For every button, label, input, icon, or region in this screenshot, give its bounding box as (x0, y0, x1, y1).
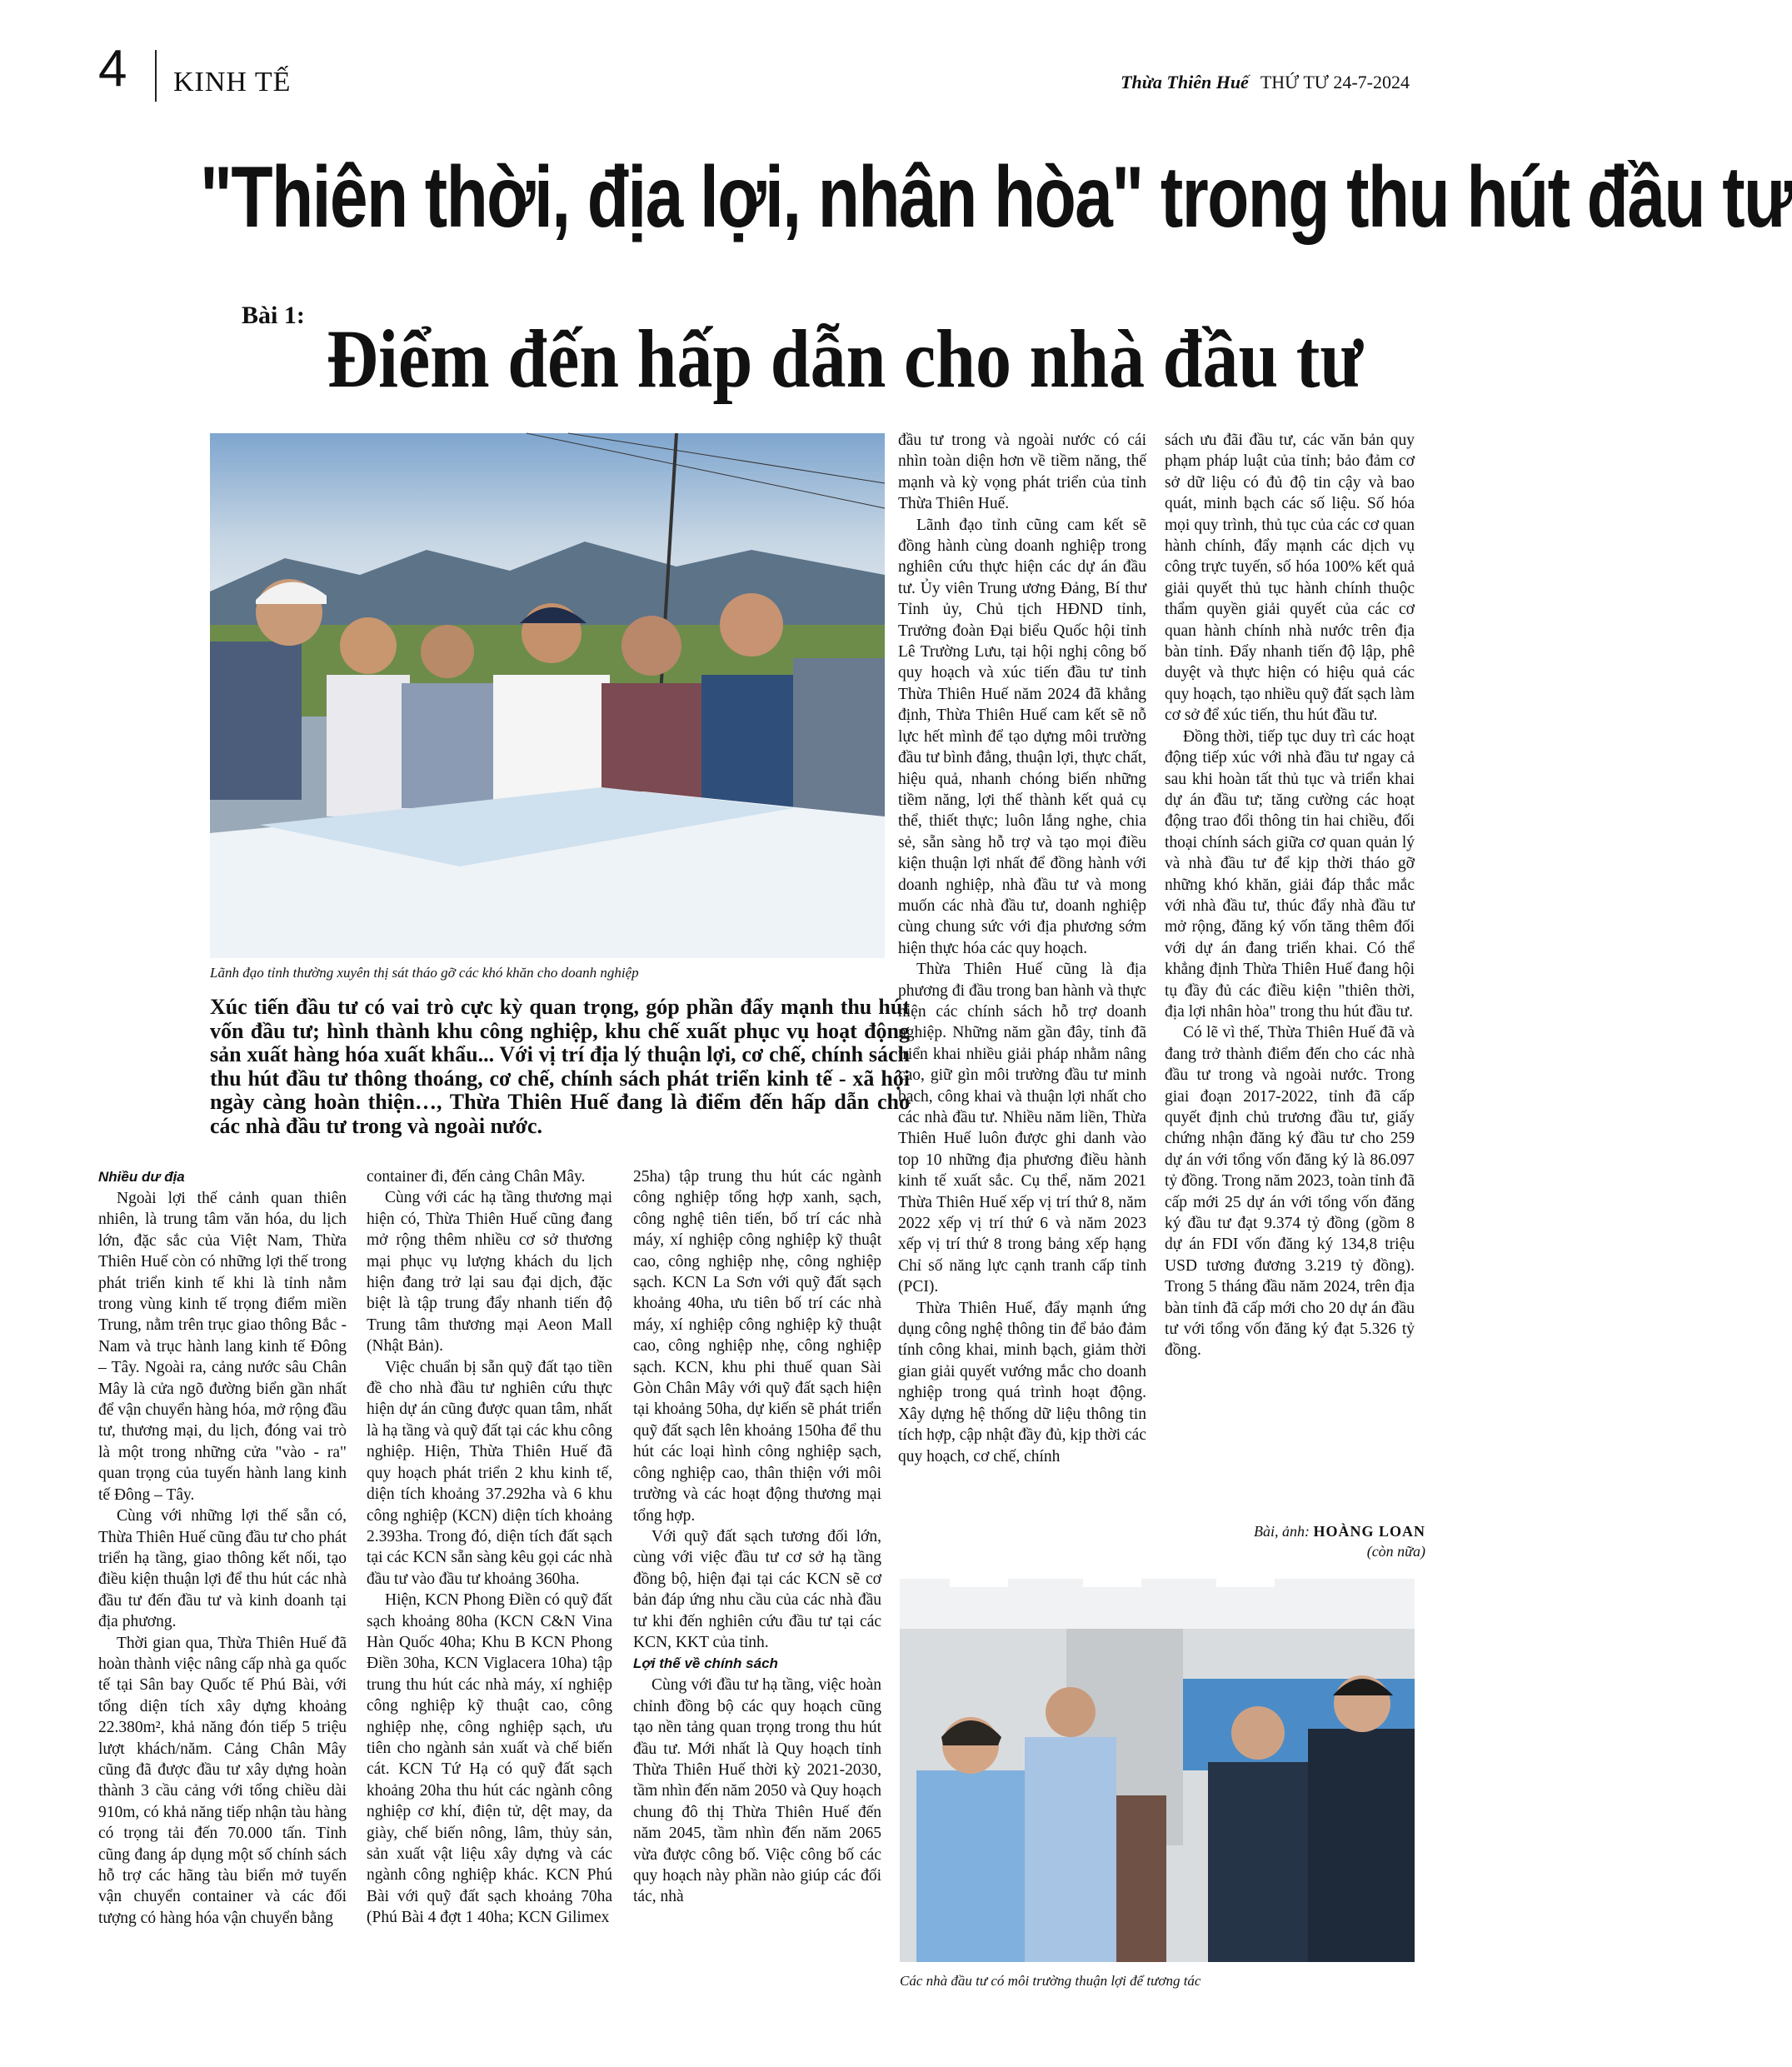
author-name: HOÀNG LOAN (1313, 1523, 1425, 1540)
paragraph: container đi, đến cảng Chân Mây. (367, 1168, 586, 1186)
investors-photo-illustration (900, 1579, 1415, 1962)
section-heading-loi-the-chinh-sach: Lợi thế về chính sách (633, 1655, 778, 1672)
author-line (1179, 1521, 1425, 1541)
paragraph: đầu tư trong và ngoài nước có cái nhìn toàn diện hơn về tiềm năng, thế mạnh và kỳ vọng phát triển của tỉnh Thừa Thiên Huế. (898, 432, 1146, 513)
column-1 (98, 1166, 347, 2000)
paragraph: Thừa Thiên Huế, đẩy mạnh ứng dụng công nghệ thông tin để bảo đảm tính công khai, minh bạch, giảm thời gian giải quyết vướng mắc cho doanh nghiệp trong quá trình hoạt động. Xây dựng hệ thống dữ liệu thông tin tích hợp, cập nhật đầy đủ, kịp thời các quy hoạch, cơ chế, chính (898, 1299, 1146, 1465)
paper-name: Thừa Thiên Huế (1121, 72, 1249, 92)
continued-note: (còn nữa) (1366, 1543, 1425, 1560)
site-visit-photo-illustration (210, 433, 885, 958)
paragraph: Ngoài lợi thế cảnh quan thiên nhiên, là trung tâm văn hóa, du lịch lớn, đặc sắc của Việt Nam, Thừa Thiên Huế còn có những lợi thế trong phát triển kinh tế khi là tỉnh nằm trong vùng kinh tế trọng điểm miền Trung, nằm trên trục giao thông Bắc - Nam và trục hành lang kinh tế Đông – Tây. Ngoài ra, cảng nước sâu Chân Mây là cửa ngõ đường biển gần nhất để vận chuyển hàng hóa, mở rộng đầu tư, thương mại, du lịch, đóng vai trò là một trong những cửa "vào - ra" quan trọng của tuyến hành lang kinh tế Đông – Tây. (98, 1190, 347, 1504)
column-5 (1165, 430, 1415, 1521)
site-visit-photo (210, 433, 885, 958)
paragraph: Việc chuẩn bị sẵn quỹ đất tạo tiền đề cho nhà đầu tư nghiên cứu thực hiện dự án cũng được quan tâm, nhất là hạ tầng và quỹ đất tại các khu công nghiệp. Hiện, Thừa Thiên Huế đã quy hoạch phát triển 2 khu kinh tế, diện tích khoảng 37.292ha và 6 khu công nghiệp (KCN) diện tích khoảng 2.393ha. Trong đó, diện tích đất sạch tại các KCN sẵn sàng kêu gọi các nhà đầu tư vào đầu tư khoảng 360ha. (367, 1358, 612, 1588)
paragraph: 25ha) tập trung thu hút các ngành công nghiệp tổng hợp xanh, sạch, công nghệ tiên tiến, bố trí các nhà máy, xí nghiệp công nghiệp kỹ thuật cao, công nghiệp nhẹ, công nghiệp sạch. KCN La Sơn với quỹ đất sạch khoảng 40ha, ưu tiên bố trí các nhà máy, xí nghiệp công nghiệp kỹ thuật cao, công nghiệp nhẹ, công nghiệp sạch. KCN, khu phi thuế quan Sài Gòn Chân Mây với quỹ đất sạch hiện tại khoảng 50ha, dự kiến sẽ phát triển quỹ đất sạch lên khoảng 150ha để thu hút các loại hình công nghiệp sạch, công nghiệp cao, thân thiện với môi trường và các hoạt động thương mại tổng hợp. (633, 1168, 881, 1525)
series-label: Bài 1: (242, 302, 305, 329)
section-title: KINH TẾ (173, 67, 292, 97)
paragraph: Đồng thời, tiếp tục duy trì các hoạt động tiếp xúc với nhà đầu tư ngay cả sau khi hoàn tất thủ tục và triển khai dự án đầu tư; tăng cường các hoạt động trao đổi thông tin hai chiều, đối thoại chính sách giữa cơ quan quản lý và nhà đầu tư để kịp thời tháo gỡ những khó khăn, giải đáp thắc mắc với nhà đầu tư, thúc đẩy nhà đầu tư mở rộng, đăng ký vốn tăng thêm đối với dự án đang triển khai. Có thể khẳng định Thừa Thiên Huế đang hội tụ đầy đủ các điều kiện "thiên thời, địa lợi nhân hòa" trong thu hút đầu tư. (1165, 727, 1415, 1021)
column-2 (367, 1166, 612, 2000)
subheadline: Điểm đến hấp dẫn cho nhà đầu tư (327, 312, 1364, 405)
investors-photo (900, 1579, 1415, 1962)
paragraph: Thời gian qua, Thừa Thiên Huế đã hoàn thành việc nâng cấp nhà ga quốc tế tại Sân bay Quốc tế Phú Bài, với tổng diện tích xây dựng khoảng 22.380m², khả năng đón tiếp 5 triệu lượt khách/năm. Cảng Chân Mây cũng đã được đầu tư xây dựng hoàn thành 3 cầu cảng với tổng chiều dài 910m, có khả năng tiếp nhận tàu hàng có trọng tải đến 70.000 tấn. Tỉnh cũng đang áp dụng một số chính sách hỗ trợ các hãng tàu biển mở tuyến vận chuyển container và các đối tượng có hàng hóa vận chuyển bằng (98, 1634, 347, 1927)
header-divider (155, 50, 157, 102)
byline-prefix: Bài, ảnh: (1253, 1523, 1310, 1540)
column-4 (898, 430, 1146, 1563)
photo2-caption: Các nhà đầu tư có môi trường thuận lợi để tương tác (900, 1973, 1201, 1989)
headline: "Thiên thời, địa lợi, nhân hòa" trong thu hút đầu tư (200, 149, 1792, 246)
section-heading-nhieu-du-dia: Nhiều dư địa (98, 1169, 185, 1185)
paragraph: Lãnh đạo tỉnh cũng cam kết sẽ đồng hành cùng doanh nghiệp trong nghiên cứu thực hiện các dự án đầu tư. Ủy viên Trung ương Đảng, Bí thư Tỉnh ủy, Chủ tịch HĐND tỉnh, Trưởng đoàn Đại biểu Quốc hội tỉnh Lê Trường Lưu, tại hội nghị công bố quy hoạch và xúc tiến đầu tư tỉnh Thừa Thiên Huế năm 2024 đã khẳng định, Thừa Thiên Huế cam kết sẽ nỗ lực hết mình để tạo dựng môi trường đầu tư bình đẳng, thuận lợi, thực chất, hiệu quả, nhanh chóng biến những tiềm năng, lợi thế thành kết quả cụ thể, thiết thực; luôn lắng nghe, chia sẻ, sẵn sàng hỗ trợ và tạo mọi điều kiện thuận lợi nhất để đồng hành với doanh nghiệp, nhà đầu tư và mong muốn các nhà đầu tư, doanh nghiệp cùng chung sức với địa phương sớm hiện thực hóa các quy hoạch. (898, 516, 1146, 957)
paragraph: Cùng với những lợi thế sẵn có, Thừa Thiên Huế cũng đầu tư cho phát triển hạ tầng, giao thông kết nối, tạo điều kiện thuận lợi để thu hút các nhà đầu tư đến đầu tư và kinh doanh tại địa phương. (98, 1507, 347, 1631)
paragraph: Hiện, KCN Phong Điền có quỹ đất sạch khoảng 80ha (KCN C&N Vina Hàn Quốc 40ha; Khu B KCN Phong Điền 30ha, KCN Viglacera 10ha) tập trung thu hút các nhà máy, xí nghiệp công nghiệp kỹ thuật cao, công nghiệp nhẹ, công nghiệp sạch, ưu tiên cho ngành sản xuất và chế biến cát. KCN Tứ Hạ có quỹ đất sạch khoảng 20ha thu hút các ngành công nghiệp cơ khí, điện tử, dệt may, da giày, chế biến nông, lâm, thủy sản, sản xuất vật liệu xây dựng và các ngành công nghiệp khác. KCN Phú Bài với quỹ đất sạch khoảng 70ha (Phú Bài 4 đợt 1 40ha; KCN Gilimex (367, 1591, 612, 1927)
photo1-caption: Lãnh đạo tỉnh thường xuyên thị sát tháo gỡ các khó khăn cho doanh nghiệp (210, 965, 639, 981)
issue-date: THỨ TƯ 24-7-2024 (1260, 72, 1410, 92)
paragraph: Cùng với đầu tư hạ tầng, việc hoàn chỉnh đồng bộ các quy hoạch cũng tạo nền tảng quan trọng trong thu hút đầu tư. Mới nhất là Quy hoạch tỉnh Thừa Thiên Huế thời kỳ 2021-2030, tầm nhìn đến năm 2050 và Quy hoạch chung đô thị Thừa Thiên Huế đến năm 2045, tầm nhìn đến năm 2065 vừa được công bố. Việc công bố các quy hoạch này phần nào giúp các đối tác, nhà (633, 1676, 881, 1906)
paragraph: Có lẽ vì thế, Thừa Thiên Huế đã và đang trở thành điểm đến cho các nhà đầu tư trong và ngoài nước. Trong giai đoạn 2017-2022, tỉnh đã cấp quyết định chủ trương đầu tư, giấy chứng nhận đăng ký đầu tư cho 259 dự án với tổng vốn đăng ký là 86.097 tỷ đồng. Trong năm 2023, toàn tỉnh đã cấp mới 25 dự án với tổng vốn đăng ký đầu tư đạt 9.374 tỷ đồng (gồm 8 dự án FDI vốn đăng ký 134,8 triệu USD tương đương 3.219 tỷ đồng). Trong 5 tháng đầu năm 2024, trên địa bàn tỉnh đã cấp mới cho 20 dự án đầu tư với tổng vốn đăng ký đạt 5.326 tỷ đồng. (1165, 1024, 1415, 1360)
paragraph: Với quỹ đất sạch tương đối lớn, cùng với việc đầu tư cơ sở hạ tầng đồng bộ, hiện đại tại các KCN sẽ cơ bản đáp ứng nhu cầu của các nhà đầu tư khi đến nghiên cứu đầu tư tại các KCN, KKT của tỉnh. (633, 1527, 881, 1651)
paragraph: Cùng với các hạ tầng thương mại hiện có, Thừa Thiên Huế cũng đang mở rộng thêm nhiều cơ sở thương mại phục vụ lượng khách du lịch hiện đang trở lại sau đại dịch, đặc biệt là tập trung đẩy nhanh tiến độ Trung tâm thương mại Aeon Mall (Nhật Bản). (367, 1189, 612, 1356)
byline (1179, 1521, 1425, 1561)
header-masthead (1121, 72, 1410, 93)
page-number: 4 (98, 40, 127, 97)
column-3 (633, 1166, 881, 2000)
lead-paragraph: Xúc tiến đầu tư có vai trò cực kỳ quan trọng, góp phần đẩy mạnh thu hút vốn đầu tư; hình thành khu công nghiệp, khu chế xuất phục vụ hoạt động sản xuất hàng hóa xuất khẩu... Với vị trí địa lý thuận lợi, cơ chế, chính sách thu hút đầu tư thông thoáng, cơ chế, chính sách phát triển kinh tế - xã hội ngày càng hoàn thiện…, Thừa Thiên Huế đang là điểm đến hấp dẫn cho các nhà đầu tư trong và ngoài nước. (210, 995, 910, 1138)
paragraph: sách ưu đãi đầu tư, các văn bản quy phạm pháp luật của tỉnh; bảo đảm cơ sở dữ liệu có đủ độ tin cậy và bao quát, minh bạch các số liệu. Số hóa mọi quy trình, thủ tục của các cơ quan hành chính, đẩy mạnh các dịch vụ công trực tuyến, số hóa 100% kết quả giải quyết thủ tục hành chính thuộc thẩm quyền giải quyết của các cơ quan hành chính nhà nước trên địa bàn tỉnh. Đẩy nhanh tiến độ lập, phê duyệt và thực hiện có hiệu quả các quy hoạch, tạo nhiều quỹ đất sạch làm cơ sở để xúc tiến, thu hút đầu tư. (1165, 432, 1415, 725)
paragraph: Thừa Thiên Huế cũng là địa phương đi đầu trong ban hành và thực hiện các chính sách hỗ trợ doanh nghiệp. Những năm gần đây, tỉnh đã triển khai nhiều giải pháp nhằm nâng cao, giữ gìn môi trường đầu tư minh bạch, công khai và thuận lợi nhất cho các nhà đầu tư. Nhiều năm liền, Thừa Thiên Huế luôn được ghi danh vào top 10 những địa phương điều hành kinh tế xuất sắc. Cụ thể, năm 2021 Thừa Thiên Huế xếp vị trí thứ 8, năm 2022 xếp vị trí thứ 6 và năm 2023 xếp vị trí thứ 8 trong bảng xếp hạng Chỉ số năng lực cạnh tranh cấp tỉnh (PCI). (898, 961, 1146, 1296)
